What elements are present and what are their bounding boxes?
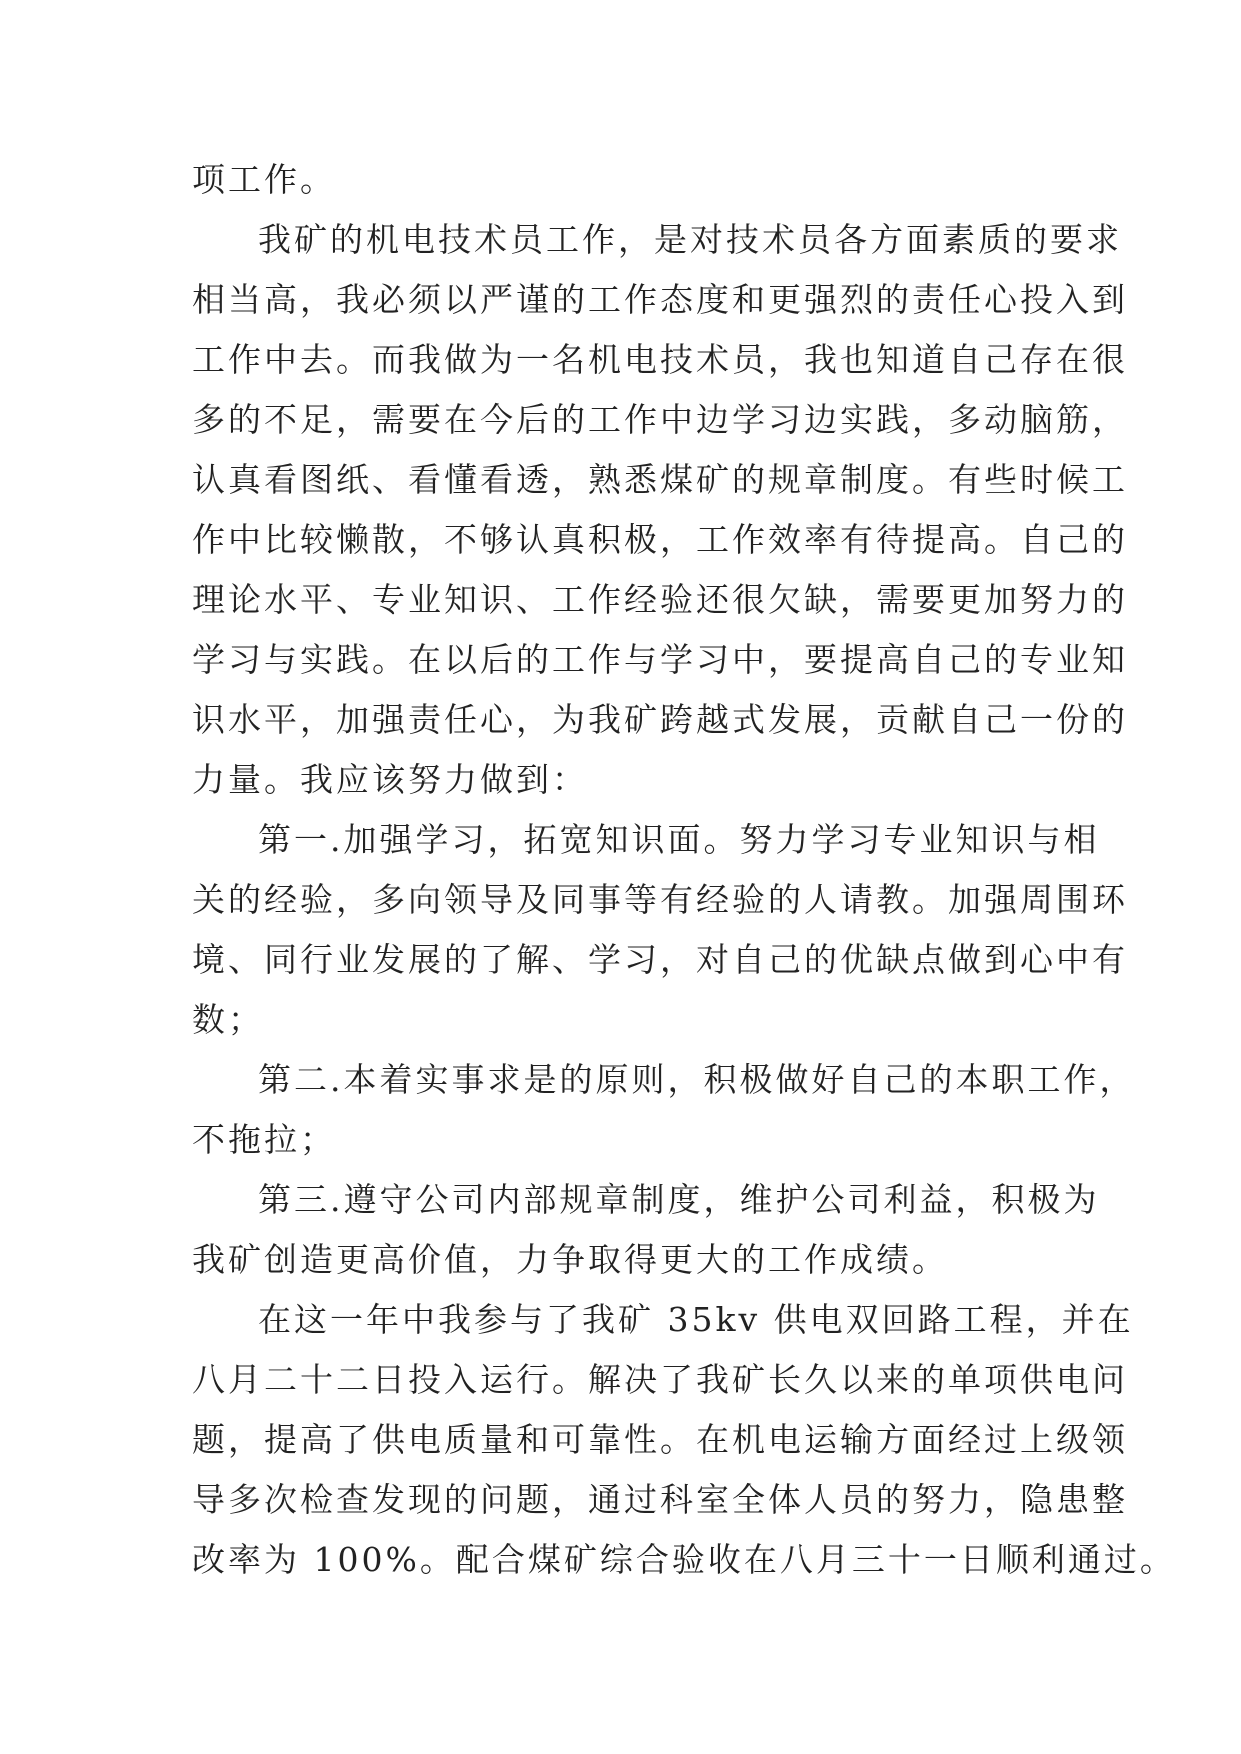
- text-line: 我矿创造更高价值，力争取得更大的工作成绩。: [192, 1240, 948, 1279]
- text-line: 关的经验，多向领导及同事等有经验的人请教。加强周围环: [192, 880, 1128, 919]
- paragraph-first-line: 第一.加强学习，拓宽知识面。努力学习专业知识与相: [258, 820, 1100, 859]
- text-line: 八月二十二日投入运行。解决了我矿长久以来的单项供电问: [192, 1360, 1128, 1399]
- text-line: 工作中去。而我做为一名机电技术员，我也知道自己存在很: [192, 340, 1128, 379]
- text-line: 项工作。: [192, 160, 336, 199]
- text-line: 不拖拉；: [192, 1120, 336, 1159]
- text-line: 力量。我应该努力做到：: [192, 760, 588, 799]
- text-line: 识水平，加强责任心，为我矿跨越式发展，贡献自己一份的: [192, 700, 1128, 739]
- text-line: 多的不足，需要在今后的工作中边学习边实践，多动脑筋，: [192, 400, 1128, 439]
- text-line: 改率为 100%。配合煤矿综合验收在八月三十一日顺利通过。: [192, 1540, 1176, 1579]
- text-line: 学习与实践。在以后的工作与学习中，要提高自己的专业知: [192, 640, 1128, 679]
- text-line: 作中比较懒散，不够认真积极，工作效率有待提高。自己的: [192, 520, 1128, 559]
- text-line: 数；: [192, 1000, 264, 1039]
- text-line: 导多次检查发现的问题，通过科室全体人员的努力，隐患整: [192, 1480, 1128, 1519]
- text-line: 理论水平、专业知识、工作经验还很欠缺，需要更加努力的: [192, 580, 1128, 619]
- text-line: 认真看图纸、看懂看透，熟悉煤矿的规章制度。有些时候工: [192, 460, 1128, 499]
- paragraph-first-line: 第三.遵守公司内部规章制度，维护公司利益，积极为: [258, 1180, 1100, 1219]
- body-text: [192, 150, 1176, 1590]
- paragraph-first-line: 我矿的机电技术员工作，是对技术员各方面素质的要求: [258, 220, 1122, 259]
- paragraph-first-line: 第二.本着实事求是的原则，积极做好自己的本职工作，: [258, 1060, 1136, 1099]
- text-line: 境、同行业发展的了解、学习，对自己的优缺点做到心中有: [192, 940, 1128, 979]
- text-line: 相当高，我必须以严谨的工作态度和更强烈的责任心投入到: [192, 280, 1128, 319]
- text-line: 题，提高了供电质量和可靠性。在机电运输方面经过上级领: [192, 1420, 1128, 1459]
- paragraph-first-line: 在这一年中我参与了我矿 35kv 供电双回路工程，并在: [258, 1300, 1134, 1339]
